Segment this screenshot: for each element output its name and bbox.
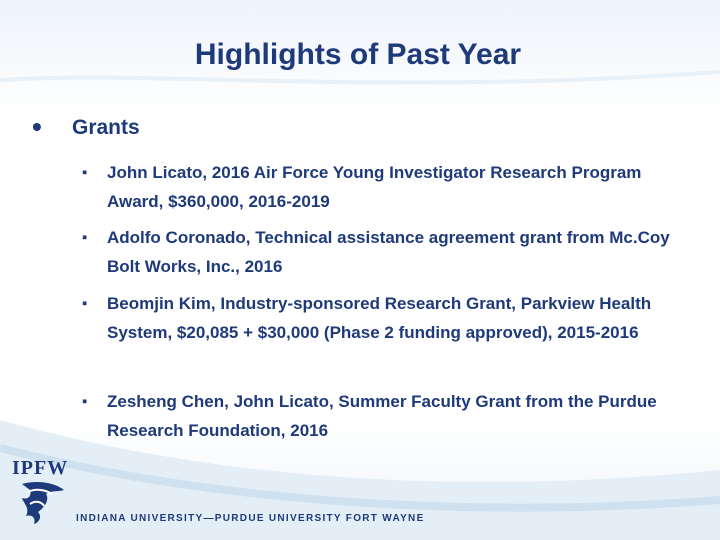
grant-item [82, 158, 687, 216]
square-bullet-icon: ▪ [82, 393, 88, 410]
square-bullet-icon: ▪ [82, 229, 88, 246]
ipfw-mastodon-logo-icon [14, 478, 74, 528]
bullet-dot-icon: • [32, 111, 42, 142]
grant-item [82, 289, 687, 347]
grant-item-text: Zesheng Chen, John Licato, Summer Faculty Grant from the Purdue Research Foundation, 2016 [107, 392, 657, 440]
bullet-label: Grants [72, 116, 140, 139]
square-bullet-icon: ▪ [82, 164, 88, 181]
square-bullet-icon: ▪ [82, 295, 88, 312]
grant-item-text: John Licato, 2016 Air Force Young Investigator Research Program Award, $360,000, 2016-2019 [107, 163, 642, 211]
slide-title: Highlights of Past Year [194, 38, 522, 71]
footer-university-name: INDIANA UNIVERSITY—PURDUE UNIVERSITY FORT WAYNE [76, 513, 425, 524]
ipfw-logo: IPFW [12, 457, 69, 479]
grant-item-text: Beomjin Kim, Industry-sponsored Research Grant, Parkview Health System, $20,085 + $30,000 (Phase 2 funding approved), 2015-2016 [107, 294, 652, 342]
grant-item-text: Adolfo Coronado, Technical assistance agreement grant from Mc.Coy Bolt Works, Inc., 2016 [107, 228, 670, 276]
bullet-grants [32, 111, 140, 142]
grant-item [82, 387, 687, 445]
grant-item [82, 223, 687, 281]
